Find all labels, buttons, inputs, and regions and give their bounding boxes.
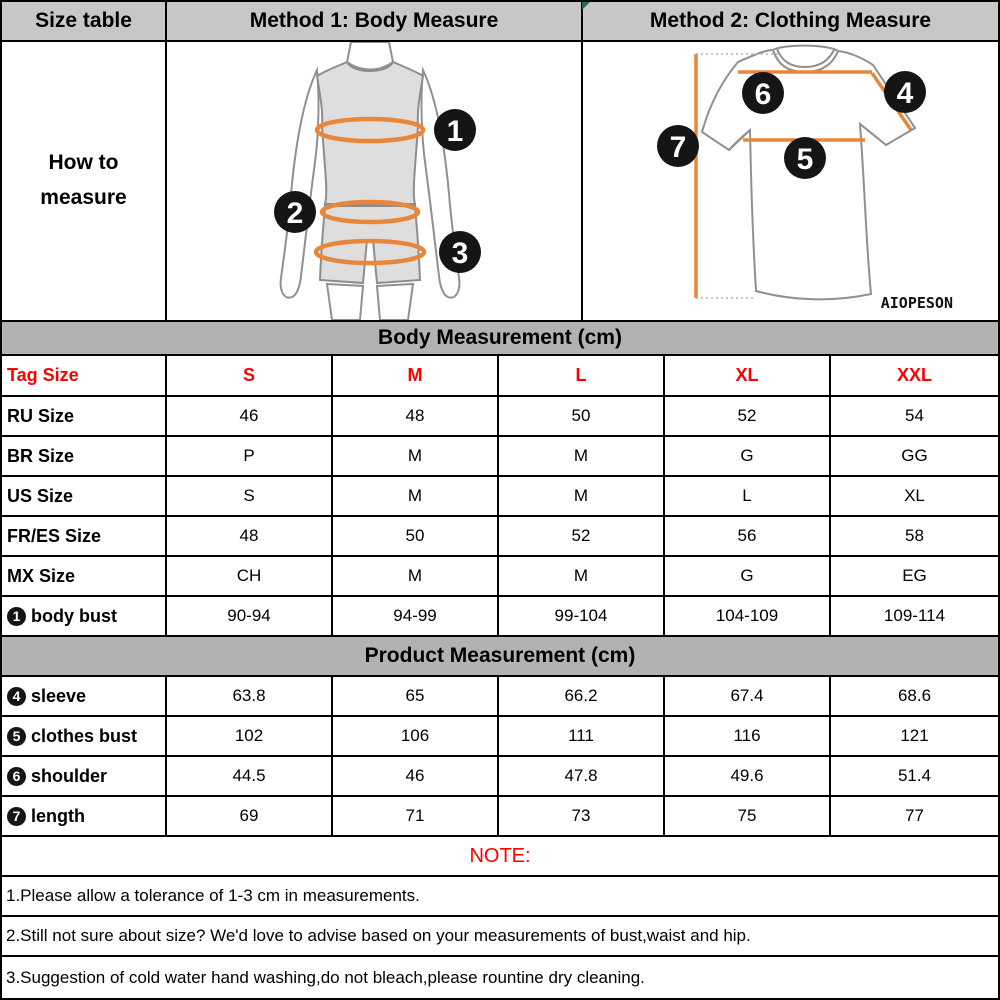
row-label-body-bust (2, 597, 167, 637)
cell: EG (831, 557, 998, 597)
how-to-line2: measure (40, 186, 127, 209)
cell: 52 (499, 517, 665, 557)
how-to-measure-label (2, 42, 167, 322)
cell: 111 (499, 717, 665, 757)
cell: G (665, 437, 831, 477)
marker-2 (274, 191, 316, 233)
row-length (2, 797, 998, 837)
cell: 54 (831, 397, 998, 437)
row-label-clothes-bust (2, 717, 167, 757)
cell: 46 (333, 757, 499, 797)
body-figure-image (167, 42, 581, 320)
cell: 77 (831, 797, 998, 837)
marker-5 (784, 137, 826, 179)
cell: M (333, 477, 499, 517)
col-header-tag-size: Tag Size (2, 356, 167, 397)
cell: 90-94 (167, 597, 333, 637)
row-label-text: shoulder (31, 765, 108, 786)
row-label-mx-size: MX Size (2, 557, 167, 597)
tag-size-header-row (2, 356, 998, 397)
cell: 94-99 (333, 597, 499, 637)
cell: CH (167, 557, 333, 597)
cell: 46 (167, 397, 333, 437)
circled-5-icon: 5 (7, 727, 26, 746)
row-shoulder (2, 757, 998, 797)
row-ru-size (2, 397, 998, 437)
marker-6-number: 6 (754, 78, 772, 111)
note-item-3: 3.Suggestion of cold water hand washing,do not bleach,please rountine dry cleaning. (6, 967, 645, 987)
row-body-bust (2, 597, 998, 637)
cell: M (333, 557, 499, 597)
cell: 68.6 (831, 677, 998, 717)
cell: M (499, 437, 665, 477)
marker-3 (439, 231, 481, 273)
row-label-text: length (31, 805, 85, 826)
col-header-l: L (499, 356, 665, 397)
product-measurement-title: Product Measurement (cm) (2, 637, 998, 677)
circled-4-icon: 4 (7, 687, 26, 706)
body-measure-illustration (167, 42, 583, 322)
row-label-text: clothes bust (31, 725, 138, 746)
row-label-ru-size: RU Size (2, 397, 167, 437)
marker-6 (742, 72, 784, 114)
cell: 44.5 (167, 757, 333, 797)
row-sleeve (2, 677, 998, 717)
circled-1-icon: 1 (7, 607, 26, 626)
cell: 121 (831, 717, 998, 757)
how-to-line1: How to (48, 151, 119, 175)
cell: 75 (665, 797, 831, 837)
figure-left-arm (281, 70, 319, 298)
marker-5-number: 5 (796, 143, 814, 176)
row-label-length (2, 797, 167, 837)
cell: 116 (665, 717, 831, 757)
row-label-sleeve (2, 677, 167, 717)
row-clothes-bust (2, 717, 998, 757)
cell: 71 (333, 797, 499, 837)
cell: XL (831, 477, 998, 517)
marker-3-number: 3 (451, 237, 469, 270)
clothing-measure-illustration (583, 42, 998, 322)
cell: M (499, 477, 665, 517)
row-label-text: sleeve (31, 685, 87, 706)
cell: M (333, 437, 499, 477)
cell: 48 (333, 397, 499, 437)
row-label-text: body bust (31, 605, 117, 626)
figure-neck (347, 42, 393, 70)
cell: 73 (499, 797, 665, 837)
green-corner-flag-icon (582, 2, 590, 10)
cell: 66.2 (499, 677, 665, 717)
row-label-fres-size: FR/ES Size (2, 517, 167, 557)
marker-1-number: 1 (446, 115, 464, 148)
tshirt-image (583, 42, 998, 320)
cell: 47.8 (499, 757, 665, 797)
marker-4-number: 4 (896, 77, 914, 110)
cell: 63.8 (167, 677, 333, 717)
note-item-1: 1.Please allow a tolerance of 1-3 cm in measurements. (2, 877, 998, 917)
cell: S (167, 477, 333, 517)
cell: M (499, 557, 665, 597)
row-label-br-size: BR Size (2, 437, 167, 477)
cell: 52 (665, 397, 831, 437)
cell: 65 (333, 677, 499, 717)
cell: 106 (333, 717, 499, 757)
col-header-xl: XL (665, 356, 831, 397)
cell: 58 (831, 517, 998, 557)
cell: 50 (499, 397, 665, 437)
row-us-size (2, 477, 998, 517)
marker-4 (884, 71, 926, 113)
brand-text: AIOPESON (880, 294, 953, 312)
row-label-us-size: US Size (2, 477, 167, 517)
cell: 50 (333, 517, 499, 557)
note-title: NOTE: (2, 837, 998, 877)
note-item-2: 2.Still not sure about size? We'd love to advise based on your measurements of bust,waist and hip. (2, 917, 998, 957)
row-fres-size (2, 517, 998, 557)
cell: 69 (167, 797, 333, 837)
size-table-header: Size table (2, 2, 167, 42)
cell: G (665, 557, 831, 597)
col-header-xxl: XXL (831, 356, 998, 397)
cell: 109-114 (831, 597, 998, 637)
body-measurement-title: Body Measurement (cm) (2, 322, 998, 356)
cell: 67.4 (665, 677, 831, 717)
col-header-m: M (333, 356, 499, 397)
marker-2-number: 2 (286, 197, 304, 230)
cell: GG (831, 437, 998, 477)
cell: P (167, 437, 333, 477)
method1-header: Method 1: Body Measure (167, 2, 583, 42)
figure-left-leg (327, 284, 363, 320)
cell: 99-104 (499, 597, 665, 637)
marker-1 (434, 109, 476, 151)
figure-tank-top (317, 62, 423, 204)
marker-7 (657, 125, 699, 167)
col-header-s: S (167, 356, 333, 397)
top-header-row (2, 2, 998, 42)
row-mx-size (2, 557, 998, 597)
method2-header: Method 2: Clothing Measure (583, 2, 998, 42)
row-br-size (2, 437, 998, 477)
cell: 102 (167, 717, 333, 757)
cell: 51.4 (831, 757, 998, 797)
cell: L (665, 477, 831, 517)
figure-right-leg (377, 284, 413, 320)
marker-7-number: 7 (669, 131, 687, 164)
circled-6-icon: 6 (7, 767, 26, 786)
cell: 56 (665, 517, 831, 557)
illustration-row (2, 42, 998, 322)
cell: 49.6 (665, 757, 831, 797)
cell: 48 (167, 517, 333, 557)
circled-7-icon: 7 (7, 807, 26, 826)
cell: 104-109 (665, 597, 831, 637)
row-label-shoulder (2, 757, 167, 797)
